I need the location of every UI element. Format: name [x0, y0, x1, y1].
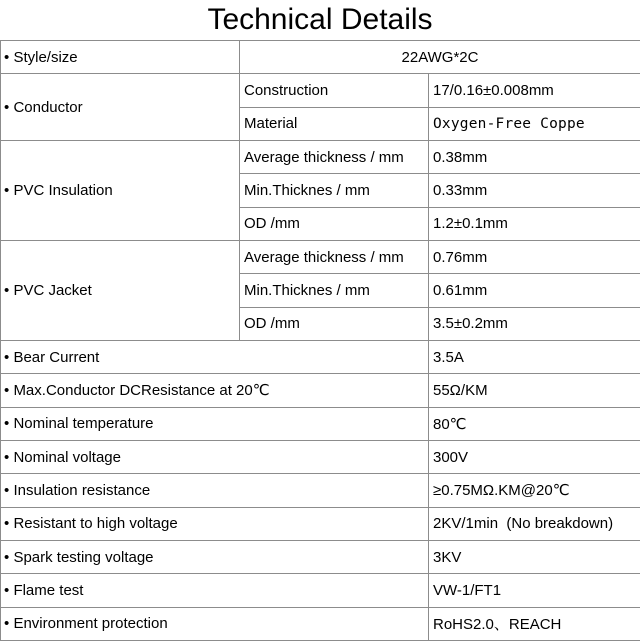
bullet: •	[4, 548, 10, 566]
sub-label: Min.Thicknes / mm	[240, 274, 429, 307]
sub-label: OD /mm	[240, 307, 429, 340]
page-title: Technical Details	[207, 3, 433, 36]
label-text: Insulation resistance	[13, 481, 151, 499]
label-text: PVC Jacket	[13, 281, 92, 299]
label-text: PVC Insulation	[13, 181, 113, 199]
row-value: 3.5±0.2mm	[429, 307, 640, 340]
label-text: Flame test	[13, 581, 84, 599]
row-value: 55Ω/KM	[429, 374, 640, 407]
row-value: 1.2±0.1mm	[429, 207, 640, 240]
row-value: RoHS2.0、REACH	[429, 607, 640, 640]
table-row-insulation-resistance	[1, 474, 640, 507]
label-text: Max.Conductor DCResistance at 20℃	[13, 382, 270, 400]
row-label	[1, 474, 429, 507]
row-value: ≥0.75MΩ.KM@20℃	[429, 474, 640, 507]
row-value: 0.61mm	[429, 274, 640, 307]
bullet: •	[4, 98, 10, 116]
row-label	[1, 607, 429, 640]
table-row-flame	[1, 574, 640, 607]
row-value: 80℃	[429, 407, 640, 440]
row-value: 300V	[429, 440, 640, 473]
bullet: •	[4, 448, 10, 466]
bullet: •	[4, 48, 10, 66]
label-text: Nominal temperature	[13, 415, 154, 433]
row-label	[1, 240, 240, 340]
row-value: 0.33mm	[429, 174, 640, 207]
table-row-temperature	[1, 407, 640, 440]
sub-label: Min.Thicknes / mm	[240, 174, 429, 207]
table-row-spark	[1, 540, 640, 573]
bullet: •	[4, 615, 10, 633]
bullet: •	[4, 581, 10, 599]
table-row-voltage	[1, 440, 640, 473]
row-label	[1, 374, 429, 407]
sub-label: Construction	[240, 74, 429, 107]
table-row-environment	[1, 607, 640, 640]
row-label	[1, 74, 240, 141]
table-row-conductor-construction	[1, 74, 640, 107]
bullet: •	[4, 415, 10, 433]
bullet: •	[4, 181, 10, 199]
table-row-current	[1, 340, 640, 373]
bullet: •	[4, 382, 10, 400]
row-value: VW-1/FT1	[429, 574, 640, 607]
row-value: Oxygen-Free Coppe	[429, 107, 640, 140]
row-label	[1, 340, 429, 373]
row-label	[1, 140, 240, 240]
row-value: 22AWG*2C	[240, 41, 640, 74]
sub-label: Material	[240, 107, 429, 140]
bullet: •	[4, 515, 10, 533]
sub-label: Average thickness / mm	[240, 240, 429, 273]
table-row-jacket-avg	[1, 240, 640, 273]
table-row-style	[1, 41, 640, 74]
table-row-high-voltage	[1, 507, 640, 540]
sub-label: Average thickness / mm	[240, 140, 429, 173]
row-value: 0.38mm	[429, 140, 640, 173]
row-label	[1, 440, 429, 473]
bullet: •	[4, 348, 10, 366]
row-label	[1, 574, 429, 607]
label-text: Environment protection	[13, 615, 168, 633]
label-text: Bear Current	[13, 348, 100, 366]
label-text: Style/size	[13, 48, 78, 66]
row-value: 2KV/1min (No breakdown)	[429, 507, 640, 540]
table-row-insulation-avg	[1, 140, 640, 173]
label-text: Spark testing voltage	[13, 548, 154, 566]
row-label	[1, 540, 429, 573]
row-value: 0.76mm	[429, 240, 640, 273]
row-value: 3.5A	[429, 340, 640, 373]
label-text: Conductor	[13, 98, 83, 116]
table-row-resistance	[1, 374, 640, 407]
row-value: 3KV	[429, 540, 640, 573]
label-text: Nominal voltage	[13, 448, 121, 466]
row-label	[1, 41, 240, 74]
label-text: Resistant to high voltage	[13, 515, 178, 533]
bullet: •	[4, 281, 10, 299]
spec-table	[0, 40, 640, 641]
row-label	[1, 507, 429, 540]
row-label	[1, 407, 429, 440]
sub-label: OD /mm	[240, 207, 429, 240]
bullet: •	[4, 481, 10, 499]
row-value: 17/0.16±0.008mm	[429, 74, 640, 107]
